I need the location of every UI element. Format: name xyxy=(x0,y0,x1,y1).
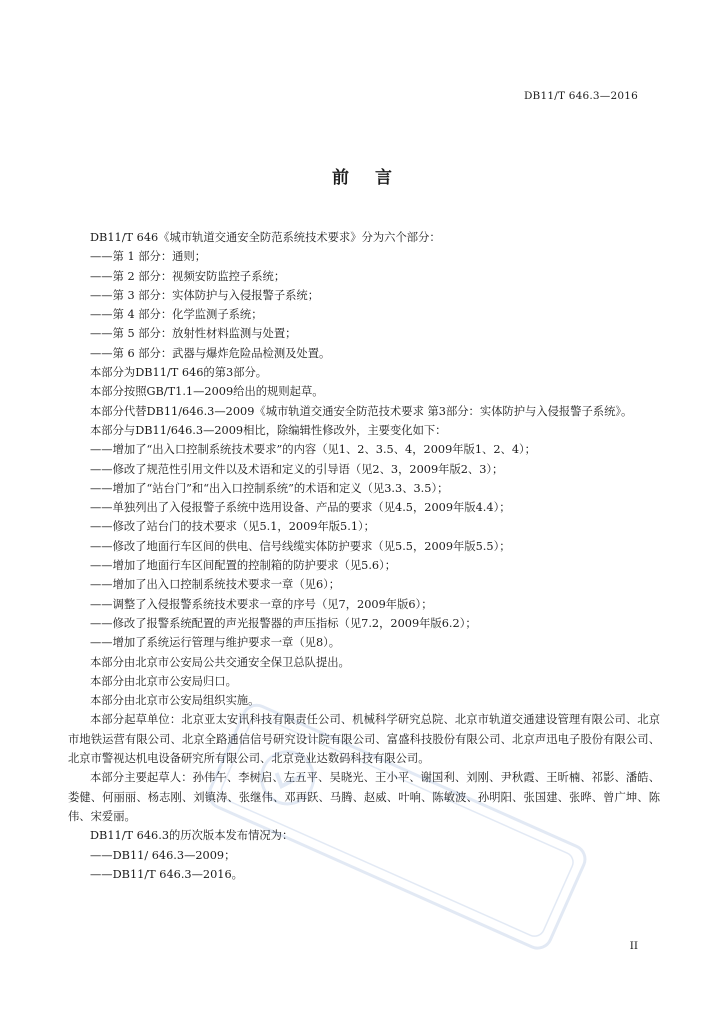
list-item: ——单独列出了入侵报警子系统中选用设备、产品的要求（见4.5，2009年版4.4）； xyxy=(90,501,511,515)
list-item: ——第 4 部分：化学监测子系统； xyxy=(90,308,263,322)
paragraph: 本部分为DB11/T 646的第3部分。 xyxy=(90,366,268,380)
list-item: ——修改了规范性引用文件以及术语和定义的引导语（见2、3，2009年版2、3）； xyxy=(90,462,504,476)
paragraph: 本部分代替DB11/646.3—2009《城市轨道交通安全防范技术要求 第3部分：实体防护与入侵报警子系统》。 xyxy=(90,404,633,418)
paragraph: 本部分由北京市公安局公共交通安全保卫总队提出。 xyxy=(90,655,350,669)
list-item: ——DB11/T 646.3—2016。 xyxy=(90,867,243,881)
paragraph: 本部分按照GB/T1.1—2009给出的规则起草。 xyxy=(90,385,324,399)
list-item: ——修改了站台门的技术要求（见5.1，2009年版5.1）； xyxy=(90,520,375,534)
page-title: 前 言 xyxy=(332,168,402,188)
list-item: ——第 6 部分：武器与爆炸危险品检测及处置。 xyxy=(90,346,331,360)
list-item: ——第 1 部分：通则； xyxy=(90,250,207,264)
list-item: ——第 2 部分：视频安防监控子系统； xyxy=(90,269,286,283)
paragraph: 本部分主要起草人：孙伟午、李树启、左五平、吴晓光、王小平、谢国利、刘刚、尹秋霞、王昕楠、祁影、潘皓、娄健、何丽丽、杨志刚、刘镇涛、张继伟、邓再跃、马腾、赵威、叶响、陈敏波、孙明阳、张国建、张晔、曾广坤、陈伟、宋爱丽。 xyxy=(68,771,660,823)
paragraph: DB11/T 646.3的历次版本发布情况为： xyxy=(90,829,294,843)
paragraph: 本部分与DB11/646.3—2009相比，除编辑性修改外，主要变化如下： xyxy=(90,423,447,437)
paragraph: DB11/T 646《城市轨道交通安全防范系统技术要求》分为六个部分： xyxy=(90,231,441,244)
list-item: ——第 5 部分：放射性材料监测与处置； xyxy=(90,327,297,341)
paragraph: 本部分由北京市公安局组织实施。 xyxy=(90,694,260,708)
list-item: ——增加了“站台门”和“出入口控制系统”的术语和定义（见3.3、3.5）； xyxy=(90,481,449,495)
list-item: ——增加了系统运行管理与维护要求一章（见8）。 xyxy=(90,636,341,650)
list-item: ——修改了报警系统配置的声光报警器的声压指标（见7.2，2009年版6.2）； xyxy=(90,616,477,630)
list-item: ——增加了地面行车区间配置的控制箱的防护要求（见5.6）； xyxy=(90,559,397,573)
list-item: ——修改了地面行车区间的供电、信号线缆实体防护要求（见5.5，2009年版5.5）； xyxy=(90,539,511,553)
paragraph: 本部分起草单位：北京亚太安讯科技有限责任公司、机械科学研究总院、北京市轨道交通建设管理有限公司、北京市地铁运营有限公司、北京全路通信信号研究设计院有限公司、富盛科技股份有限公司、北京声迅电子股份有限公司、北京市警视达机电设备研究所有限公司、北京竞业达数码科技有限公司。 xyxy=(68,713,660,766)
list-item: ——增加了出入口控制系统技术要求一章（见6）； xyxy=(90,578,341,592)
paragraph: 本部分由北京市公安局归口。 xyxy=(90,674,237,688)
page-number: II xyxy=(629,940,638,952)
list-item: ——第 3 部分：实体防护与入侵报警子系统； xyxy=(90,288,320,302)
list-item: ——调整了入侵报警系统技术要求一章的序号（见7，2009年版6）； xyxy=(90,597,433,611)
list-item: ——DB11/ 646.3—2009； xyxy=(90,848,236,862)
foreword-body xyxy=(68,228,660,884)
list-item: ——增加了“出入口控制系统技术要求”的内容（见1、2、3.5、4，2009年版1、2、4）； xyxy=(90,443,536,457)
document-code: DB11/T 646.3—2016 xyxy=(523,90,638,102)
